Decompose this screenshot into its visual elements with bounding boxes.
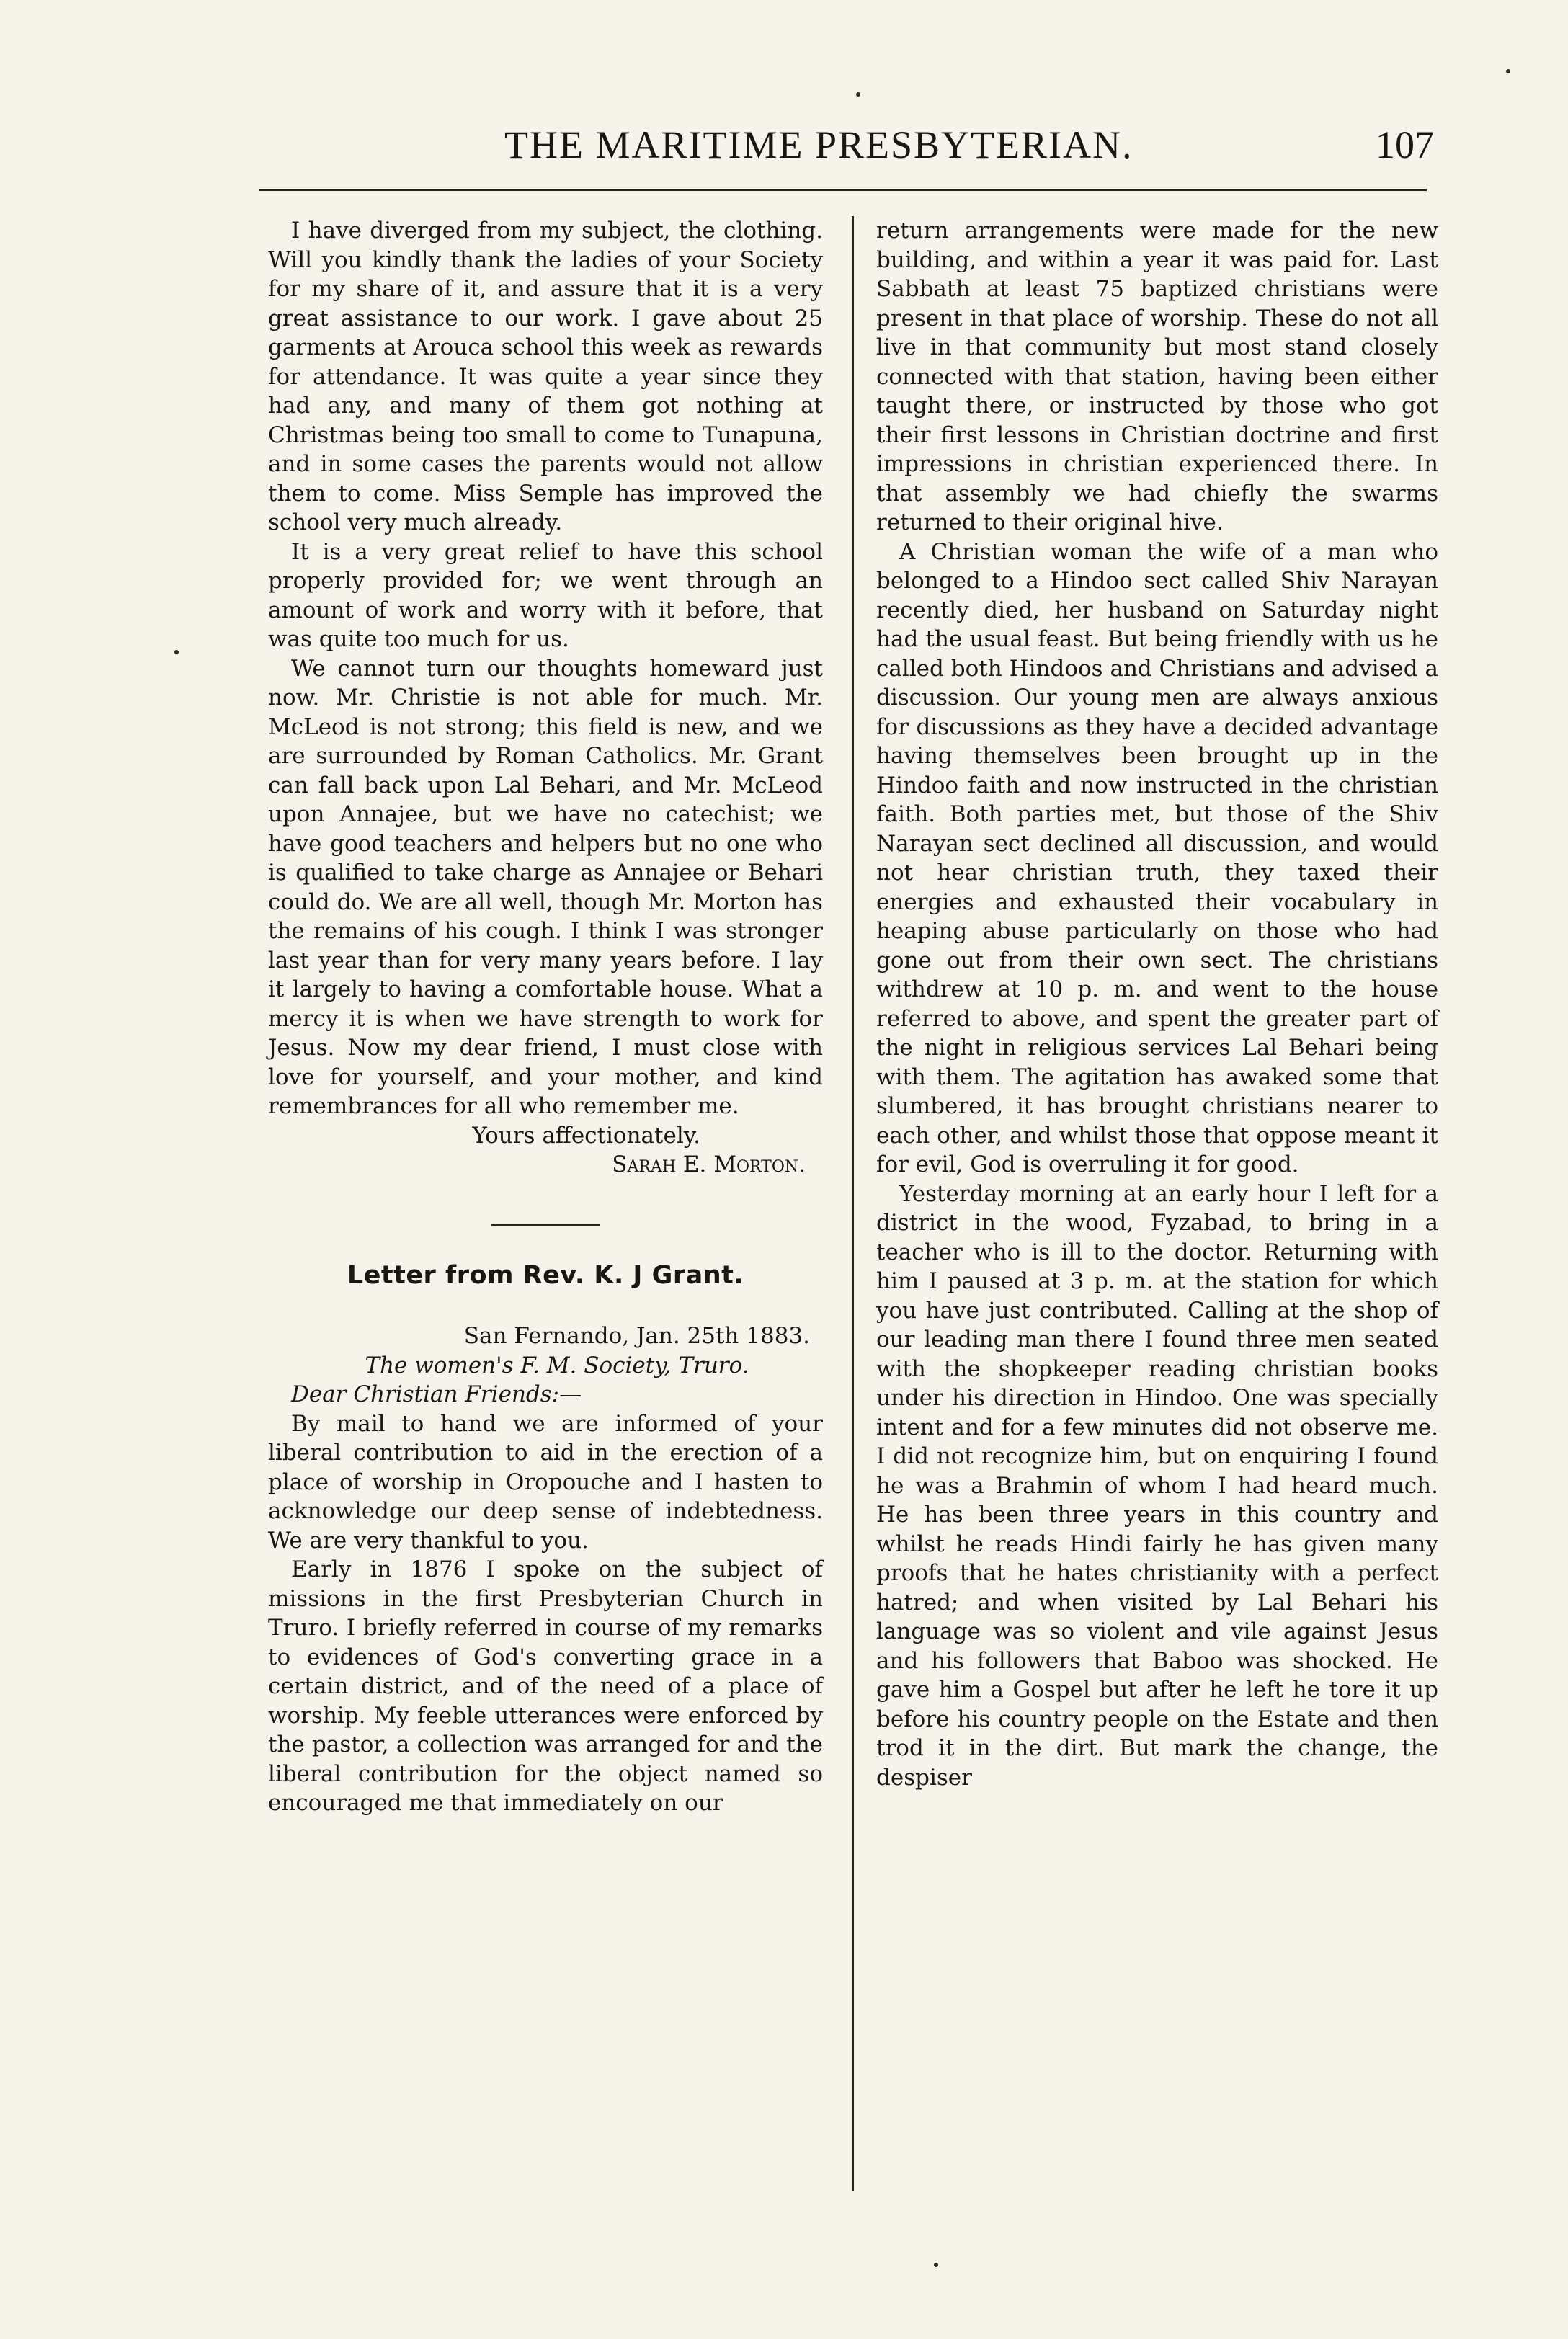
letter-closing: Yours affectionately. [472, 1122, 700, 1149]
paragraph: Early in 1876 I spoke on the subject of missions in the first Presbyterian Church in Truro. I briefly referred in course of my remarks to evidences of God's converting grace in a certain district, and of the need of a place of worship. My feeble utterances were enforced by the pastor, a collection was arranged for and the liberal contribution for the object named so encouraged me that immediately on our [268, 1556, 823, 1816]
letter-heading: Letter from Rev. K. J Grant. [347, 1260, 744, 1290]
running-title: THE MARITIME PRESBYTERIAN. [504, 123, 1133, 166]
left-column [268, 216, 823, 1818]
paragraph: By mail to hand we are informed of your liberal contribution to aid in the erection of a place of worship in Oropouche and I hasten to acknowledge our deep sense of indebtedness. We are very thankful to you. [268, 1410, 823, 1554]
paragraph: It is a very great relief to have this school properly provided for; we went through an amount of work and worry with it before, that was quite too much for us. [268, 538, 823, 652]
header-rule [259, 189, 1427, 191]
right-column [876, 216, 1438, 1792]
dateline: San Fernando, Jan. 25th 1883. [463, 1323, 810, 1349]
letter-signature: Sarah E. Morton. [612, 1151, 806, 1177]
page-header [245, 122, 1441, 180]
print-speck [174, 650, 179, 654]
print-speck [856, 92, 860, 97]
page-number: 107 [1376, 123, 1434, 166]
paragraph: A Christian woman the wife of a man who belonged to a Hindoo sect called Shiv Narayan recently died, her husband on Saturday night had the usual feast. But being friendly with us he called both Hindoos and Christians and advised a discussion. Our young men are always anxious for discussions as they have a decided advantage having themselves been brought up in the Hindoo faith and now instructed in the christian faith. Both parties met, but those of the Shiv Narayan sect declined all discussion, and would not hear christian truth, they taxed their energies and exhausted their vocabulary in heaping abuse particularly on those who had gone out from their own sect. The christians withdrew at 10 p. m. and went to the house referred to above, and spent the greater part of the night in religious services Lal Behari being with them. The agitation has awaked some that slumbered, it has brought christians nearer to each other, and whilst those that oppose meant it for evil, God is overruling it for good. [876, 538, 1438, 1177]
paragraph: return arrangements were made for the new building, and within a year it was paid for. Last Sabbath at least 75 baptized christians were present in that place of worship. These do not all live in that community but most stand closely connected with that station, having been either taught there, or instructed by those who got their first lessons in Christian doctrine and first impressions in christian experienced there. In that assembly we had chiefly the swarms returned to their original hive. [876, 218, 1438, 535]
paragraph: Yesterday morning at an early hour I left for a district in the wood, Fyzabad, to bring in a teacher who is ill to the doctor. Returning with him I paused at 3 p. m. at the station for which you have just contributed. Calling at the shop of our leading man there I found three men seated with the shopkeeper reading christian books under his direction in Hindoo. One was specially intent and for a few minutes did not observe me. I did not recognize him, but on enquiring I found he was a Brahmin of whom I had heard much. He has been three years in this country and whilst he reads Hindi fairly he has given many proofs that he hates christianity with a perfect hatred; and when visited by Lal Behari his language was so violent and vile against Jesus and his followers that Baboo was shocked. He gave him a Gospel but after he left he tore it up before his country people on the Estate and then trod it in the dirt. But mark the change, the despiser [876, 1180, 1438, 1791]
salutation: Dear Christian Friends:— [291, 1381, 582, 1407]
print-speck [1506, 69, 1510, 73]
print-speck [934, 2263, 938, 2267]
column-divider [852, 216, 854, 2191]
paragraph: We cannot turn our thoughts homeward just now. Mr. Christie is not able for much. Mr. McLeod is not strong; this field is new, and we are surrounded by Roman Catholics. Mr. Grant can fall back upon Lal Behari, and Mr. McLeod upon Annajee, but we have no catechist; we have good teachers and helpers but no one who is qualified to take charge as Annajee or Behari could do. We are all well, though Mr. Morton has the remains of his cough. I think I was stronger last year than for very many years before. I lay it largely to having a comfortable house. What a mercy it is when we have strength to work for Jesus. Now my dear friend, I must close with love for yourself, and your mother, and kind remembrances for all who remember me. [268, 655, 823, 1119]
section-divider [491, 1224, 600, 1226]
addressee: The women's F. M. Society, Truro. [365, 1352, 749, 1378]
paragraph: I have diverged from my subject, the clothing. Will you kindly thank the ladies of your Society for my share of it, and assure that it is a very great assistance to our work. I gave about 25 garments at Arouca school this week as rewards for attendance. It was quite a year since they had any, and many of them got nothing at Christmas being too small to come to Tunapuna, and in some cases the parents would not allow them to come. Miss Semple has improved the school very much already. [268, 218, 823, 535]
